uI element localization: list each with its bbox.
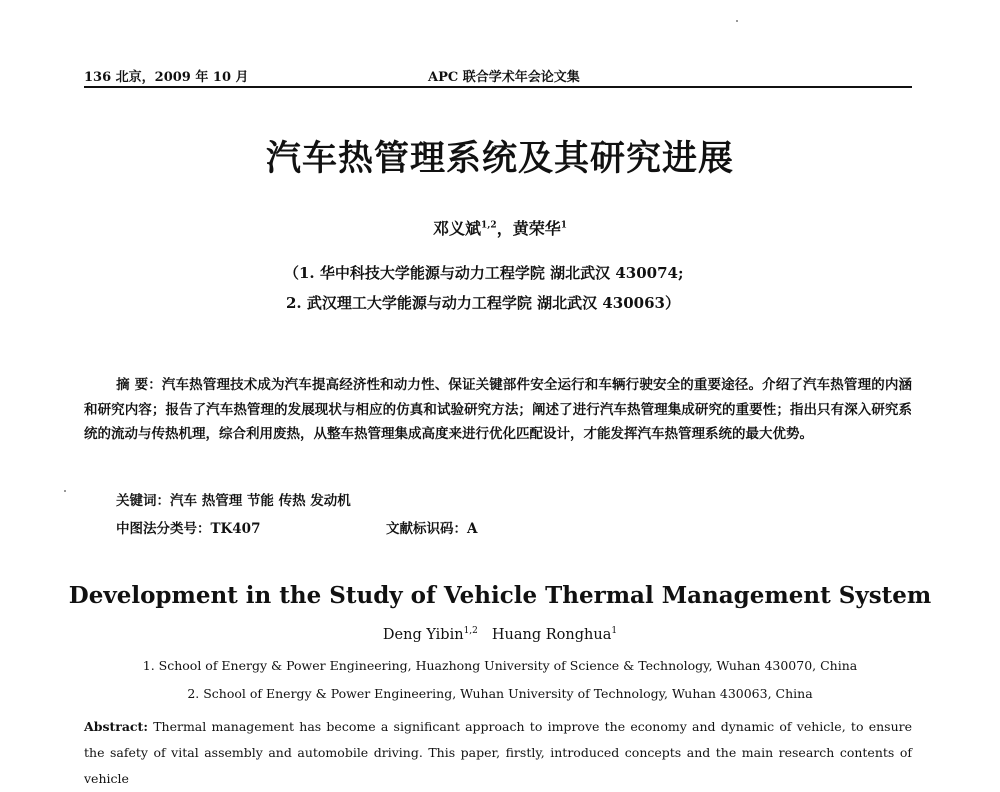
- english-title: Development in the Study of Vehicle Thermal Management System: [68, 582, 932, 609]
- running-header-left: 136 北京，2009 年 10 月: [84, 70, 249, 85]
- author-2-sup-en: 1: [611, 626, 618, 637]
- author-separator-cn: ，: [496, 219, 513, 238]
- chinese-abstract-text: 汽车热管理技术成为汽车提高经济性和动力性、保证关键部件安全运行和车辆行驶安全的重要途径。介绍了汽车热管理的内涵和研究内容；报告了汽车热管理的发展现状与相应的仿真和试验研究方法；阐述了进行汽车热管理集成研究的重要性；指出只有深入研究系统的流动与传热机理，综合利用废热，从整车热管理集成高度来进行优化匹配设计，才能发挥汽车热管理系统的最大优势。: [84, 377, 912, 442]
- author-1-name-en: Deng Yibin: [382, 627, 464, 643]
- author-2-name-en: Huang Ronghua: [491, 627, 612, 643]
- author-1-sup-cn: 1,2: [481, 220, 497, 231]
- document-code: 文献标识码：A: [386, 521, 478, 537]
- english-abstract-label: Abstract:: [84, 719, 148, 734]
- chinese-title: 汽车热管理系统及其研究进展: [265, 138, 734, 179]
- clc-number: 中图法分类号：TK407: [116, 521, 261, 537]
- chinese-abstract: [84, 373, 912, 447]
- affiliation-en-1: 1. School of Energy & Power Engineering, Huazhong University of Science & Technology, Wuhan 430070, China: [142, 658, 858, 673]
- chinese-authors: [0, 216, 1000, 239]
- chinese-abstract-label: 摘 要：: [116, 377, 162, 393]
- scan-speck: [736, 20, 738, 22]
- chinese-keywords: 关键词：汽车 热管理 节能 传热 发动机: [116, 493, 351, 509]
- affiliation-en-2: 2. School of Energy & Power Engineering, Wuhan University of Technology, Wuhan 430063, China: [187, 686, 813, 701]
- header-rule: [84, 86, 912, 88]
- author-2-sup-cn: 1: [560, 220, 567, 231]
- english-authors: [0, 627, 1000, 643]
- affiliation-cn-1: （1. 华中科技大学能源与动力工程学院 湖北武汉 430074;: [284, 264, 684, 282]
- running-header-journal: APC 联合学术年会论文集: [428, 70, 580, 85]
- english-abstract-text: Thermal management has become a significant approach to improve the economy and dynamic of vehicle, to ensure the safety of vital assembly and automobile driving. This paper, firstly, introduced concepts and the main research contents of vehicle: [84, 719, 912, 786]
- english-abstract: [84, 714, 912, 792]
- author-1-name-cn: 邓义斌: [433, 219, 482, 238]
- author-1-sup-en: 1,2: [463, 626, 478, 637]
- affiliation-cn-2: 2. 武汉理工大学能源与动力工程学院 湖北武汉 430063）: [286, 294, 680, 312]
- scan-speck: [64, 490, 66, 492]
- author-2-name-cn: 黄荣华: [512, 219, 561, 238]
